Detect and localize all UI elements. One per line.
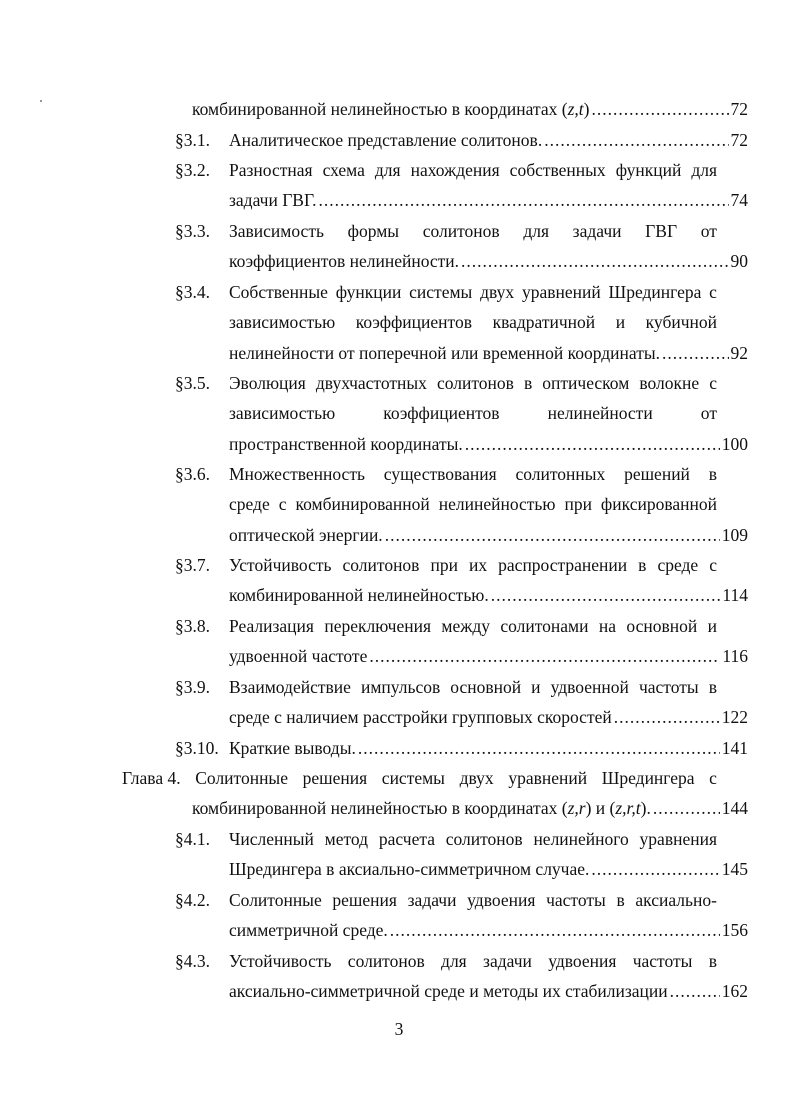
leader-dots [319,189,729,211]
toc-text: Аналитическое представление солитонов. [229,130,543,150]
section-number: §4.2. [175,890,210,910]
leader-dots [591,858,719,880]
toc-entry [229,737,748,759]
leader-dots [491,584,721,606]
section-number: §3.2. [175,160,210,180]
section-number: §3.10. [175,738,219,758]
toc-text-line: Множественность существования солитонных решений в [229,464,717,484]
section-number: §3.4. [175,282,210,302]
toc-text: комбинированной нелинейностью в координатах ( [192,798,568,818]
page-ref: 141 [721,738,748,758]
toc-text: Краткие выводы. [229,738,356,758]
leader-dots [461,250,728,272]
toc-entry [229,980,748,1002]
toc-entry [229,189,748,211]
coord-zt: z,t [567,99,584,119]
toc-entry [229,584,748,606]
page-ref: 162 [721,981,748,1001]
toc-entry [229,645,748,667]
toc-entry [192,797,748,819]
leader-dots [390,919,720,941]
page-ref: 72 [730,130,748,150]
toc-text: ). [640,798,651,818]
section-number: §3.9. [175,677,210,697]
toc-text: пространственной координаты. [229,434,463,454]
toc-text-line: Реализация переключения между солитонами на основной и [229,616,717,636]
leader-dots [662,342,728,364]
toc-entry [229,858,748,880]
leader-dots [385,524,720,546]
coord-zr: z,r [567,798,586,818]
toc-text: симметричной среде. [229,920,388,940]
page-ref: 114 [722,585,748,605]
toc-entry [229,250,748,272]
toc-text: аксиально-симметричной среде и методы их стабилизации [229,981,668,1001]
section-number: §4.3. [175,951,210,971]
page-ref: 92 [730,343,748,363]
leader-dots [614,706,720,728]
chapter-heading-line: Глава 4. Солитонные решения системы двух уравнений Шредингера с [122,768,717,788]
section-number: §3.5. [175,373,210,393]
toc-text: среде с наличием расстройки групповых скоростей [229,707,612,727]
page-ref: 122 [721,707,748,727]
page-ref: 144 [721,798,748,818]
scan-speck [40,100,42,102]
toc-text: ) и ( [585,798,616,818]
leader-dots [369,645,720,667]
toc-text: удвоенной частоте [229,646,368,666]
toc-entry [229,524,748,546]
leader-dots [670,980,720,1002]
coord-zrt: z,r,t [615,798,641,818]
toc-text-line: Собственные функции системы двух уравнений Шредингера с [229,282,717,302]
toc-text: комбинированной нелинейностью. [229,585,489,605]
leader-dots [358,737,720,759]
section-number: §3.7. [175,555,210,575]
chapter-number: Глава 4. [122,768,181,788]
toc-text: коэффициентов нелинейности. [229,251,460,271]
toc-entry [229,433,748,455]
toc-text-line: Взаимодействие импульсов основной и удвоенной частоты в [229,677,717,697]
toc-text-line: Солитонные решения задачи удвоения частоты в аксиально- [229,890,717,910]
leader-dots [653,797,720,819]
section-number: §4.1. [175,829,210,849]
page-number: 3 [394,1019,404,1039]
toc-text: Шредингера в аксиально-симметричном случае. [229,859,590,879]
section-number: §3.1. [175,130,210,150]
toc-text-line: Численный метод расчета солитонов нелинейного уравнения [229,829,717,849]
toc-text-line: Эволюция двухчастотных солитонов в оптическом волокне с [229,373,717,393]
toc-text-line: среде с комбинированной нелинейностью при фиксированной [229,494,717,514]
toc-text-line: Зависимость формы солитонов для задачи ГВГ от [229,221,717,241]
toc-entry [229,919,748,941]
toc-text-line: зависимостью коэффициентов квадратичной и кубичной [229,312,717,332]
page-ref: 145 [721,859,748,879]
page-ref: 100 [721,434,748,454]
page-ref: 156 [721,920,748,940]
toc-text: нелинейности от поперечной или временной координаты. [229,343,661,363]
leader-dots [544,129,728,151]
toc-entry [229,706,748,728]
section-number: §3.3. [175,221,210,241]
section-number: §3.6. [175,464,210,484]
page-ref: 72 [730,99,748,119]
page-ref: 116 [722,646,748,666]
toc-text-line: Разностная схема для нахождения собственных функций для [229,160,717,180]
toc-text: ) [583,99,590,119]
section-number: §3.8. [175,616,210,636]
toc-entry [229,129,748,151]
toc-entry [229,342,748,364]
toc-text: комбинированной нелинейностью в координатах ( [192,99,568,119]
leader-dots [591,98,728,120]
toc-text-line: Устойчивость солитонов при их распространении в среде с [229,555,717,575]
toc-text: оптической энергии. [229,525,383,545]
leader-dots [465,433,720,455]
toc-text-line: зависимостью коэффициентов нелинейности от [229,403,717,423]
page-ref: 109 [721,525,748,545]
toc-text-line: Устойчивость солитонов для задачи удвоения частоты в [229,951,717,971]
toc-text: задачи ГВГ. [229,190,317,210]
toc-entry-continuation [192,98,748,120]
page-ref: 74 [730,190,748,210]
page-ref: 90 [730,251,748,271]
